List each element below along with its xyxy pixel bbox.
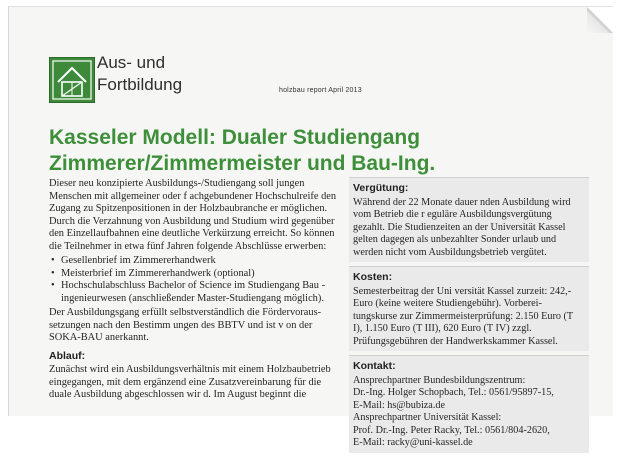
kosten-heading: Kosten: <box>353 271 393 283</box>
degree-list <box>49 255 339 305</box>
ablauf-paragraph: Zunächst wird ein Ausbildungsverhältnis mit einem Holzbaubetrieb eingegangen, mit dem ergänzend eine Zusatzvereinbarung für die duale Ausbildung abgeschlossen wir d. Im August beginnt die <box>49 364 331 400</box>
kontakt-email: E-Mail: racky@uni-kassel.de <box>353 437 473 448</box>
kontakt-line: Ansprechpartner Bundesbildungszentrum: <box>353 374 526 386</box>
kontakt-email: E-Mail: hs@bubiza.de <box>353 399 445 411</box>
kosten-text: Semesterbeitrag der Uni versität Kassel zurzeit: 242,- Euro (keine weitere Studiengebühr). Vorberei- tungskurse zur Zimmermeisterprüfung: 2.150 Euro (T I), 1.150 Euro (T III), 620 Euro (T IV) zzgl. Prüfungsgebühren der Handwerkskammer Kassel. <box>353 285 573 347</box>
title-line-2: Zimmerer/Zimmermeister und Bau-Ing. <box>49 152 436 175</box>
funding-paragraph: Der Ausbildungsgang erfüllt selbstverständlich die Fördervoraus- setzungen nach den Bestimm ungen des BBTV und ist v on der SOKA-BAU anerkannt. <box>49 307 322 343</box>
kontakt-line: Dr.-Ing. Holger Schopbach, Tel.: 0561/95897-15, <box>353 387 554 398</box>
section-logo-text <box>97 52 182 96</box>
issue-label: holzbau report April 2013 <box>279 87 362 94</box>
info-sidebar <box>349 177 589 457</box>
page-corner-fold <box>587 7 613 33</box>
main-column <box>49 178 339 402</box>
kontakt-line: Ansprechpartner Universität Kassel: <box>353 412 502 423</box>
magazine-page <box>8 6 613 448</box>
intro-paragraph: Dieser neu konzipierte Ausbildungs-/Studiengang soll jungen Menschen mit allgemeiner oder f achgebundener Hochschulreife den Zugang zu Spitzenpositionen in der Holzbaubranche er möglichen. Durch die Verzahnung von Ausbildung und Studium wird gegenüber den Einzellaufbahnen eine deutliche Verkürzung erreicht. So können die Teilnehmer in etwa fünf Jahren folgende Abschlüsse erwerben: <box>49 178 337 252</box>
house-logo-icon <box>49 57 95 103</box>
list-item: • Meisterbrief im Zimmererhandwerk (optional) <box>49 268 339 281</box>
list-item: • Gesellenbrief im Zimmererhandwerk <box>49 255 339 268</box>
logo-line-2: Fortbildung <box>97 75 183 94</box>
kontakt-box <box>349 355 589 453</box>
kontakt-line: Prof. Dr.-Ing. Peter Racky, Tel.: 0561/804-2620, <box>353 424 550 436</box>
logo-line-1: Aus- und <box>97 53 166 72</box>
list-item: • Hochschulabschluss Bachelor of Science im Studiengang Bau - ingenieurwesen (anschließender Master-Studiengang möglich). <box>49 280 339 305</box>
verguetung-box <box>349 177 589 262</box>
kosten-box <box>349 266 589 351</box>
kontakt-heading: Kontakt: <box>353 360 396 372</box>
verguetung-text: Während der 22 Monate dauer nden Ausbildung wird vom Betrieb die r eguläre Ausbildungsvergütung gezahlt. Die Studienzeiten an der Universität Kassel gelten dagegen als unbezahlter Sonder urlaub und werden nicht vom Ausbildungsbetrieb vergütet. <box>353 196 571 258</box>
ablauf-heading: Ablauf: <box>49 349 86 362</box>
article-title <box>49 125 569 177</box>
title-line-1: Kasseler Modell: Dualer Studiengang <box>49 126 421 149</box>
verguetung-heading: Vergütung: <box>353 182 409 194</box>
